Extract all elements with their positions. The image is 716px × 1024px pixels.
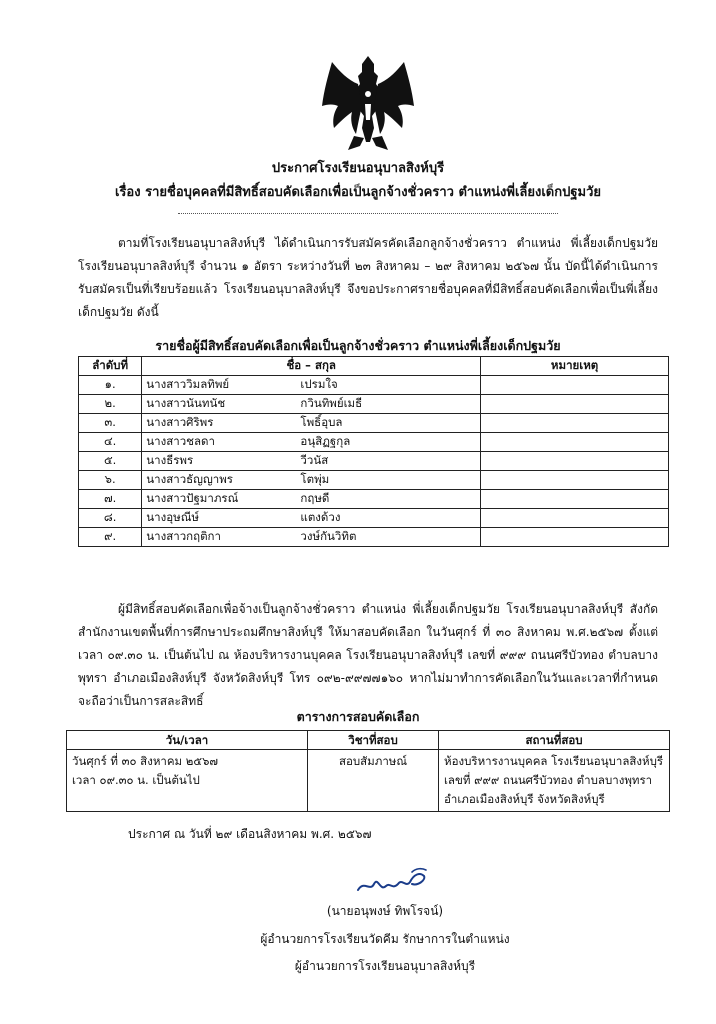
row-first-name: นางสาวชลดา xyxy=(142,433,297,452)
exam-time: เวลา ๐๙.๓๐ น. เป็นต้นไป xyxy=(72,773,200,787)
row-last-name: อนุสิฏฐกุล xyxy=(296,433,480,452)
header-note: หมายเหตุ xyxy=(481,357,669,376)
table-row xyxy=(79,528,669,547)
schedule-place-cell xyxy=(439,750,670,812)
row-last-name: เปรมใจ xyxy=(296,376,480,395)
row-no: ๗. xyxy=(79,490,142,509)
row-no: ๙. xyxy=(79,528,142,547)
row-note xyxy=(481,509,669,528)
schedule-table-title: ตารางการสอบคัดเลือก xyxy=(296,709,420,724)
table-row xyxy=(79,433,669,452)
table-row xyxy=(79,471,669,490)
table-row xyxy=(79,490,669,509)
schedule-table xyxy=(66,730,670,812)
row-first-name: นางสาวปัฐมาภรณ์ xyxy=(142,490,297,509)
table-row xyxy=(79,452,669,471)
row-note xyxy=(481,471,669,490)
intro-paragraph: ตามที่โรงเรียนอนุบาลสิงห์บุรี ได้ดำเนินการรับสมัครคัดเลือกลูกจ้างชั่วคราว ตำแหน่ง พี่เลี้ยงเด็กปฐมวัย โรงเรียนอนุบาลสิงห์บุรี จำนวน ๑ อัตรา ระหว่างวันที่ ๒๓ สิงหาคม – ๒๙ สิงหาคม ๒๕๖๗ นั้น บัดนี้ได้ดำเนินการรับสมัครเป็นที่เรียบร้อยแล้ว โรงเรียนอนุบาลสิงห์บุรี จึงขอประกาศรายชื่อบุคคลที่มีสิทธิ์สอบคัดเลือกเพื่อเป็นพี่เลี้ยงเด็กปฐมวัย ดังนี้ xyxy=(78,236,658,319)
announcement-title: ประกาศโรงเรียนอนุบาลสิงห์บุรี xyxy=(271,161,445,176)
table-row xyxy=(79,376,669,395)
table-row xyxy=(67,750,670,812)
row-note xyxy=(481,452,669,471)
row-last-name: โพธิ์อุบล xyxy=(296,414,480,433)
signer-position-2: ผู้อำนวยการโรงเรียนอนุบาลสิงห์บุรี xyxy=(294,959,476,973)
row-no: ๑. xyxy=(79,376,142,395)
row-last-name: วงษ์กันวิทิต xyxy=(296,528,480,547)
row-note xyxy=(481,528,669,547)
row-first-name: นางสาวธัญญาพร xyxy=(142,471,297,490)
dotted-divider xyxy=(178,213,558,214)
row-note xyxy=(481,433,669,452)
signer-position-1: ผู้อำนวยการโรงเรียนวัดคีม รักษาการในตำแหน่ง xyxy=(260,932,510,946)
table-row xyxy=(79,414,669,433)
header-subject: วิชาที่สอบ xyxy=(308,731,439,750)
row-first-name: นางสาวนันทนัช xyxy=(142,395,297,414)
announcement-subject: เรื่อง รายชื่อบุคคลที่มีสิทธิ์สอบคัดเลือกเพื่อเป็นลูกจ้างชั่วคราว ตำแหน่งพี่เลี้ยงเด็กปฐมวัย xyxy=(114,185,601,200)
row-note xyxy=(481,395,669,414)
row-last-name: โตพุ่ม xyxy=(296,471,480,490)
row-note xyxy=(481,376,669,395)
row-no: ๘. xyxy=(79,509,142,528)
row-first-name: นางสาวศิริพร xyxy=(142,414,297,433)
row-last-name: แตงด้วง xyxy=(296,509,480,528)
row-first-name: นางอุษณีษ์ xyxy=(142,509,297,528)
handwritten-signature xyxy=(354,862,434,902)
candidates-table-title: รายชื่อผู้มีสิทธิ์สอบคัดเลือกเพื่อเป็นลูกจ้างชั่วคราว ตำแหน่งพี่เลี้ยงเด็กปฐมวัย xyxy=(155,338,561,353)
garuda-emblem xyxy=(318,50,418,154)
row-note xyxy=(481,414,669,433)
row-first-name: นางสาววิมลทิพย์ xyxy=(142,376,297,395)
row-first-name: นางสาวกฤติกา xyxy=(142,528,297,547)
table-header-row xyxy=(67,731,670,750)
row-no: ๕. xyxy=(79,452,142,471)
row-no: ๓. xyxy=(79,414,142,433)
row-first-name: นางธีรพร xyxy=(142,452,297,471)
signer-name: (นายอนุพงษ์ ทิพโรจน์) xyxy=(326,904,444,918)
header-place: สถานที่สอบ xyxy=(439,731,670,750)
row-last-name: กวินทิพย์เมธี xyxy=(296,395,480,414)
row-last-name: วีวนัส xyxy=(296,452,480,471)
exam-info-paragraph: ผู้มีสิทธิ์สอบคัดเลือกเพื่อจ้างเป็นลูกจ้างชั่วคราว ตำแหน่ง พี่เลี้ยงเด็กปฐมวัย โรงเรียนอนุบาลสิงห์บุรี สังกัดสำนักงานเขตพื้นที่การศึกษาประถมศึกษาสิงห์บุรี ให้มาสอบคัดเลือก ในวันศุกร์ ที่ ๓๐ สิงหาคม พ.ศ.๒๕๖๗ ตั้งแต่เวลา ๐๙.๓๐ น. เป็นต้นไป ณ ห้องบริหารงานบุคคล โรงเรียนอนุบาลสิงห์บุรี เลขที่ ๙๙๙ ถนนศรีบัวทอง ตำบลบางพุทรา อำเภอเมืองสิงห์บุรี จังหวัดสิงห์บุรี โทร ๐๙๒-๙๙๗๗๑๖๐ หากไม่มาทำการคัดเลือกในวันและเวลาที่กำหนด จะถือว่าเป็นการสละสิทธิ์ xyxy=(78,602,658,708)
row-last-name: กฤษดี xyxy=(296,490,480,509)
table-header-row xyxy=(79,357,669,376)
candidates-table xyxy=(78,356,669,547)
announcement-date: ประกาศ ณ วันที่ ๒๙ เดือนสิงหาคม พ.ศ. ๒๕๖๗ xyxy=(128,827,372,841)
exam-subject: สอบสัมภาษณ์ xyxy=(308,750,439,812)
row-no: ๒. xyxy=(79,395,142,414)
table-row xyxy=(79,509,669,528)
header-no: ลำดับที่ xyxy=(79,357,142,376)
exam-date: วันศุกร์ ที่ ๓๐ สิงหาคม ๒๕๖๗ xyxy=(72,754,219,768)
row-note xyxy=(481,490,669,509)
schedule-datetime-cell xyxy=(67,750,308,812)
exam-place-line2: เลขที่ ๙๙๙ ถนนศรีบัวทอง ตำบลบางพุทรา xyxy=(444,773,653,787)
exam-place-line3: อำเภอเมืองสิงห์บุรี จังหวัดสิงห์บุรี xyxy=(444,792,605,806)
table-row xyxy=(79,395,669,414)
header-name: ชื่อ – สกุล xyxy=(142,357,481,376)
row-no: ๔. xyxy=(79,433,142,452)
row-no: ๖. xyxy=(79,471,142,490)
header-datetime: วัน/เวลา xyxy=(67,731,308,750)
exam-place-line1: ห้องบริหารงานบุคคล โรงเรียนอนุบาลสิงห์บุรี xyxy=(444,754,664,768)
